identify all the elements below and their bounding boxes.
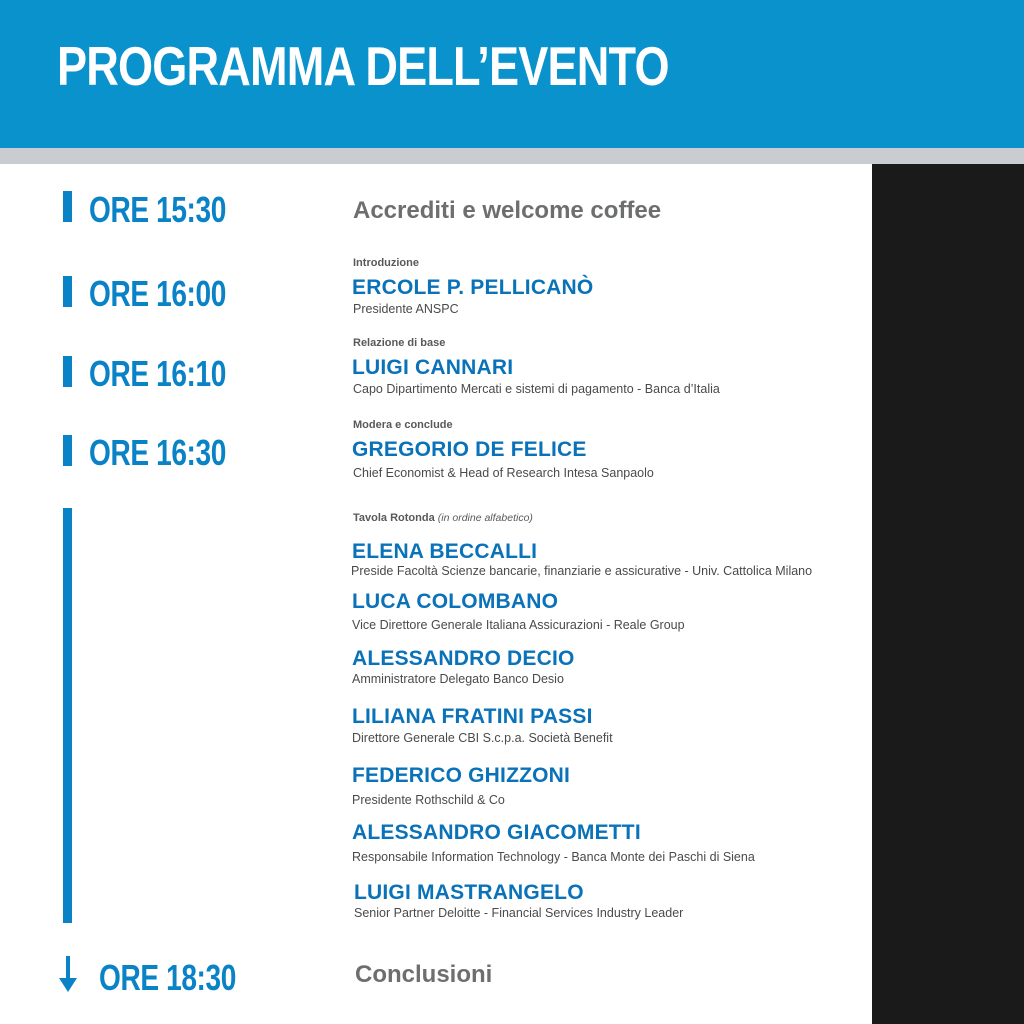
- speaker-name: ELENA BECCALLI: [352, 540, 538, 563]
- side-panel: [872, 164, 1024, 1024]
- speaker-title: Capo Dipartimento Mercati e sistemi di pagamento - Banca d’Italia: [353, 382, 720, 396]
- timeline-marker: [63, 276, 72, 307]
- speaker-title: Amministratore Delegato Banco Desio: [352, 672, 564, 686]
- speaker-name: LUIGI CANNARI: [352, 356, 514, 379]
- time-label: ORE 16:30: [89, 432, 226, 473]
- role-label: Modera e conclude: [353, 419, 453, 431]
- role-label: Relazione di base: [353, 337, 446, 349]
- speaker-title: Preside Facoltà Scienze bancarie, finanziarie e assicurative - Univ. Cattolica Milano: [351, 564, 813, 578]
- time-label: ORE 16:00: [89, 273, 226, 314]
- speaker-title: Senior Partner Deloitte - Financial Services Industry Leader: [354, 906, 684, 920]
- timeline-bar: [63, 508, 72, 923]
- header-divider: [0, 148, 1024, 164]
- arrow-down-icon: [56, 956, 80, 996]
- timeline-marker: [63, 435, 72, 466]
- speaker-name: GREGORIO DE FELICE: [352, 438, 587, 461]
- page-title: PROGRAMMA DELL’EVENTO: [57, 35, 669, 97]
- session-heading: Accrediti e welcome coffee: [353, 197, 662, 224]
- speaker-title: Chief Economist & Head of Research Intesa Sanpaolo: [353, 466, 654, 480]
- timeline-marker: [63, 191, 72, 222]
- role-label: Introduzione: [353, 257, 419, 269]
- session-heading: Conclusioni: [355, 961, 493, 988]
- speaker-title: Direttore Generale CBI S.c.p.a. Società Benefit: [352, 731, 613, 745]
- speaker-name: FEDERICO GHIZZONI: [352, 764, 571, 787]
- speaker-title: Vice Direttore Generale Italiana Assicurazioni - Reale Group: [352, 618, 685, 632]
- speaker-name: ALESSANDRO GIACOMETTI: [352, 821, 641, 844]
- round-table-note: (in ordine alfabetico): [437, 512, 533, 524]
- timeline-marker: [63, 356, 72, 387]
- speaker-name: ERCOLE P. PELLICANÒ: [352, 276, 594, 299]
- speaker-title: Presidente Rothschild & Co: [352, 793, 505, 807]
- speaker-name: LUCA COLOMBANO: [352, 590, 559, 613]
- speaker-name: LUIGI MASTRANGELO: [354, 881, 584, 904]
- time-label: ORE 16:10: [89, 353, 226, 394]
- speaker-name: LILIANA FRATINI PASSI: [352, 705, 593, 728]
- time-label: ORE 18:30: [99, 957, 236, 998]
- time-label: ORE 15:30: [89, 189, 226, 230]
- speaker-title: Responsabile Information Technology - Banca Monte dei Paschi di Siena: [352, 850, 755, 864]
- round-table-label: Tavola Rotonda (in ordine alfabetico): [353, 512, 533, 524]
- speaker-name: ALESSANDRO DECIO: [352, 647, 575, 670]
- speaker-title: Presidente ANSPC: [353, 302, 459, 316]
